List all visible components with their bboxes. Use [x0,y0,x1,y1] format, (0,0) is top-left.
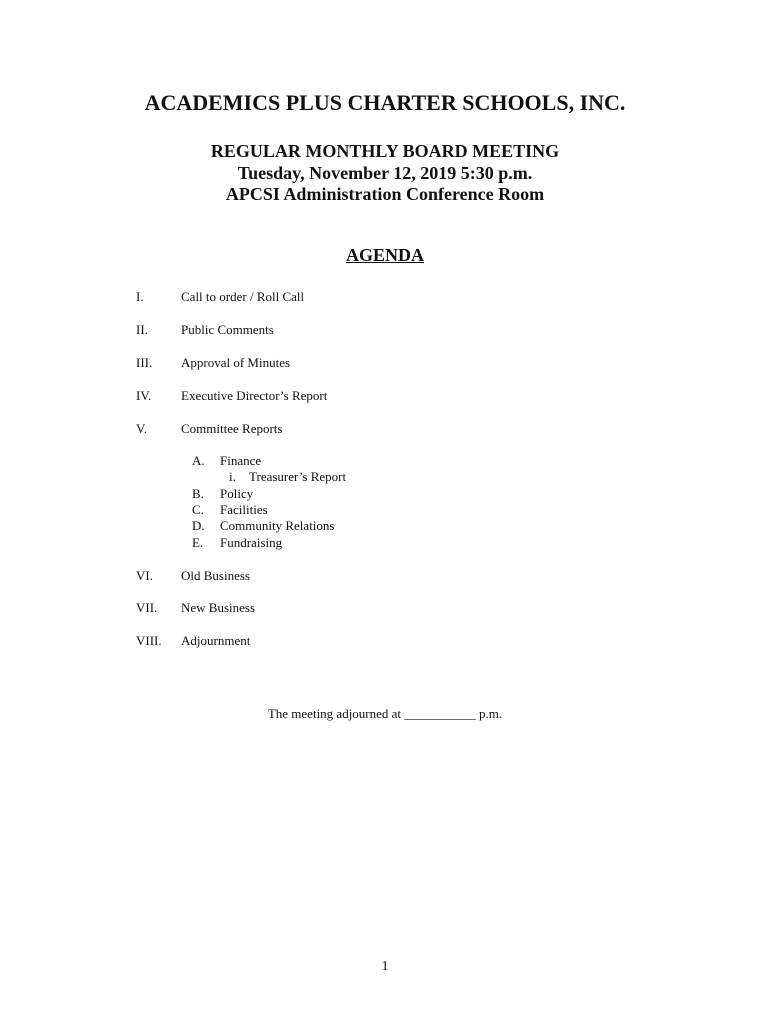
committee-subitem-label: Facilities [220,502,268,517]
agenda-item-label: Approval of Minutes [181,355,291,370]
agenda-item-number: IV. [136,388,152,403]
agenda-item-label: Committee Reports [181,421,283,436]
agenda-item-label: Public Comments [181,322,274,337]
committee-subitem-letter: C. [192,502,204,517]
committee-subitem-label: Community Relations [220,518,335,533]
agenda-item-number: VII. [136,600,158,615]
agenda-item-number: V. [136,421,147,436]
finance-subitem-number: i. [229,469,236,484]
adjourned-line: The meeting adjourned at ___________ p.m. [267,706,503,721]
agenda-item-label: Executive Director’s Report [181,388,328,403]
committee-subitem-label: Fundraising [220,535,283,550]
agenda-item-label: Old Business [181,568,250,583]
meeting-type: REGULAR MONTHLY BOARD MEETING [210,141,560,161]
committee-subitem-label: Policy [220,486,254,501]
organization-title: ACADEMICS PLUS CHARTER SCHOOLS, INC. [144,90,626,115]
agenda-item-number: I. [136,289,144,304]
agenda-item-number: II. [136,322,148,337]
meeting-location: APCSI Administration Conference Room [225,184,545,204]
agenda-item-label: New Business [181,600,256,615]
agenda-heading: AGENDA [345,245,424,265]
committee-subitem-letter: D. [192,518,205,533]
committee-subitem-letter: E. [192,535,204,550]
agenda-item-label: Call to order / Roll Call [181,289,305,304]
finance-subitem-label: Treasurer’s Report [249,469,347,484]
agenda-item-number: III. [136,355,153,370]
agenda-item-number: VI. [136,568,153,583]
agenda-item-label: Adjournment [181,633,251,648]
meeting-date-time: Tuesday, November 12, 2019 5:30 p.m. [237,163,533,183]
committee-subitem-letter: A. [192,453,205,468]
committee-subitem-label: Finance [220,453,262,468]
committee-subitem-letter: B. [192,486,204,501]
agenda-item-number: VIII. [136,633,162,648]
page-number: 1 [381,959,389,974]
